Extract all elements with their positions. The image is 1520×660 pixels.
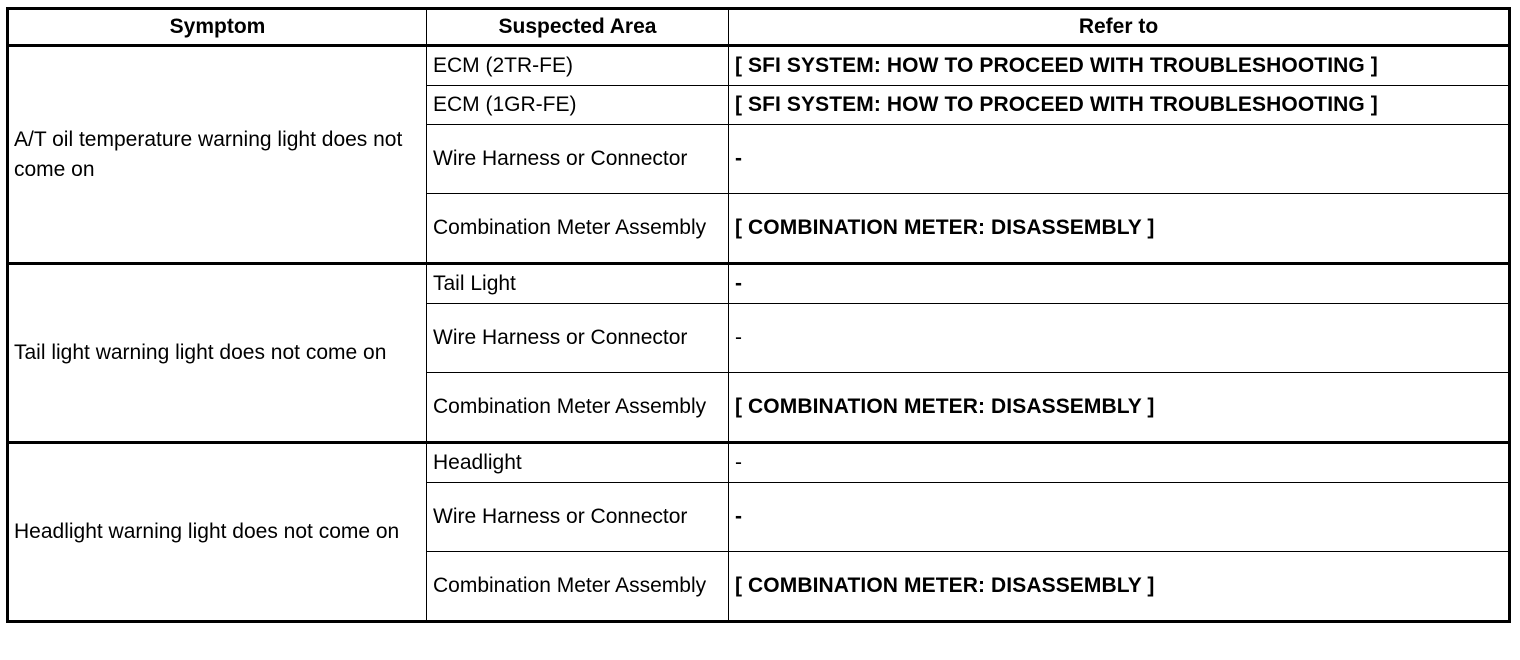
suspected-area-cell: ECM (1GR-FE) [427,86,729,125]
refer-to-cell: - [729,264,1510,304]
refer-to-cell: - [729,443,1510,483]
symptom-cell: A/T oil temperature warning light does not come on [8,46,427,264]
header-refer-to: Refer to [729,9,1510,46]
header-suspected-area: Suspected Area [427,9,729,46]
suspected-area-cell: Wire Harness or Connector [427,304,729,373]
suspected-area-cell: Combination Meter Assembly [427,373,729,443]
troubleshooting-table [6,7,1511,623]
suspected-area-cell: Wire Harness or Connector [427,483,729,552]
symptom-cell: Headlight warning light does not come on [8,443,427,622]
refer-to-cell: - [729,125,1510,194]
suspected-area-cell: ECM (2TR-FE) [427,46,729,86]
refer-to-link[interactable]: [ COMBINATION METER: DISASSEMBLY ] [729,552,1510,622]
header-symptom: Symptom [8,9,427,46]
refer-to-link[interactable]: [ COMBINATION METER: DISASSEMBLY ] [729,373,1510,443]
refer-to-link[interactable]: [ SFI SYSTEM: HOW TO PROCEED WITH TROUBLESHOOTING ] [729,86,1510,125]
suspected-area-cell: Combination Meter Assembly [427,552,729,622]
table-row [8,46,1510,86]
suspected-area-cell: Headlight [427,443,729,483]
suspected-area-cell: Combination Meter Assembly [427,194,729,264]
refer-to-link[interactable]: [ COMBINATION METER: DISASSEMBLY ] [729,194,1510,264]
suspected-area-cell: Tail Light [427,264,729,304]
symptom-cell: Tail light warning light does not come on [8,264,427,443]
refer-to-cell: - [729,304,1510,373]
table-row [8,264,1510,304]
refer-to-link[interactable]: [ SFI SYSTEM: HOW TO PROCEED WITH TROUBLESHOOTING ] [729,46,1510,86]
table-row [8,443,1510,483]
header-row [8,9,1510,46]
refer-to-cell: - [729,483,1510,552]
suspected-area-cell: Wire Harness or Connector [427,125,729,194]
